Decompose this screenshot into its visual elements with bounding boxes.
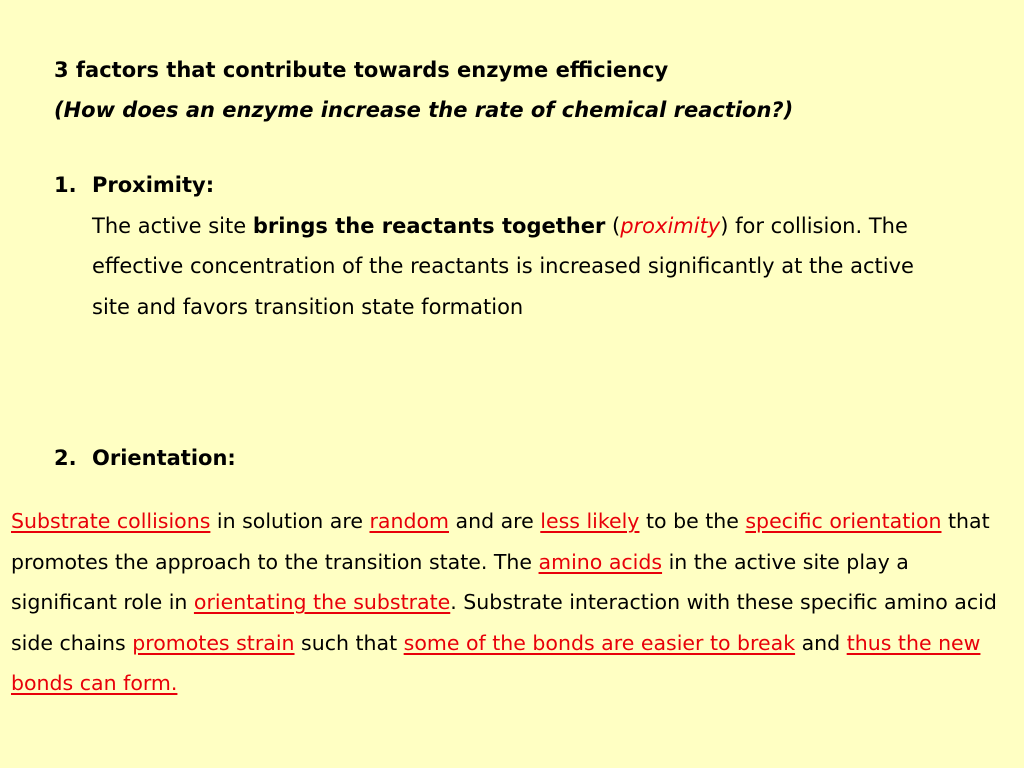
list-item-number: 2. [54,446,77,470]
highlighted-phrase: amino acids [538,549,663,574]
list-item-body [92,165,934,327]
proximity-bold-text: brings the reactants together [252,213,606,238]
paragraph-text: such that [294,630,404,655]
list-item-orientation [54,438,236,478]
proximity-paren-open: ( [605,213,621,238]
slide-title: 3 factors that contribute towards enzyme efficiency [54,58,669,82]
proximity-text-before: The active site [92,213,253,238]
proximity-accent-word: proximity [620,213,721,238]
list-item-number: 1. [54,173,77,197]
list-item-heading: Proximity: [92,173,215,197]
proximity-text-after: ) for collision. The effective concentration of the reactants is increased significantly at the active site and favors transition state formation [92,213,914,319]
paragraph-text: . Substrate interaction with these specific amino acid side chains [11,590,997,655]
paragraph-text: and are [449,509,541,533]
highlighted-phrase: specific orientation [745,509,942,533]
list-item-proximity [54,165,934,327]
paragraph-text: that promotes the approach to the transition state. The [11,509,990,574]
highlighted-phrase: some of the bonds are easier to break [403,630,796,655]
slide-subtitle: (How does an enzyme increase the rate of chemical reaction?) [54,98,794,122]
highlighted-phrase: thus the new bonds can form. [11,630,981,696]
highlighted-phrase: promotes strain [132,630,295,655]
list-item-heading: Orientation: [92,446,236,470]
highlighted-phrase: Substrate collisions [11,509,211,533]
highlighted-phrase: random [369,509,449,533]
paragraph-text: and [795,630,847,655]
paragraph-text: to be the [639,509,746,533]
paragraph-text: in the active site play a significant role in [11,549,909,615]
orientation-paragraph [11,501,1021,704]
highlighted-phrase: less likely [540,509,640,533]
paragraph-text: in solution are [210,509,370,533]
highlighted-phrase: orientating the substrate [193,590,451,615]
